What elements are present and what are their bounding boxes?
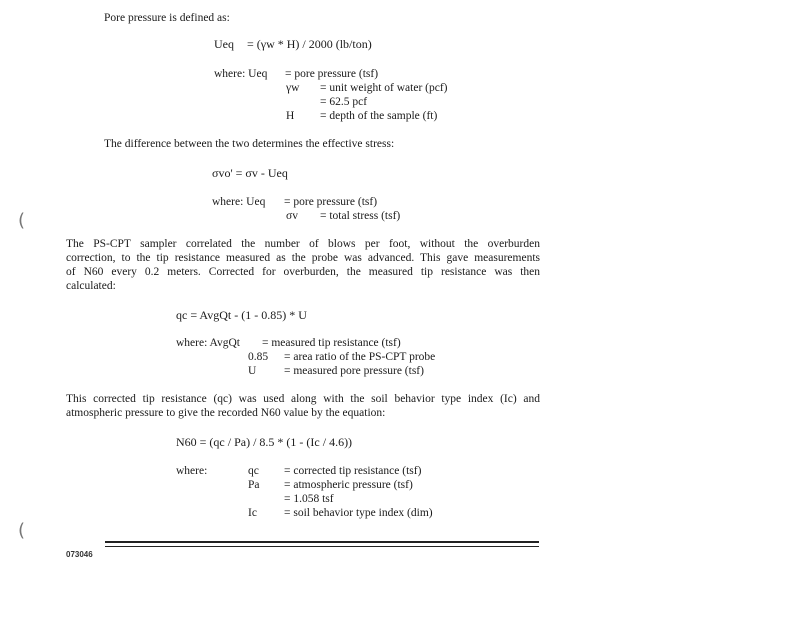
stress-where-term: where: Ueq <box>212 196 266 208</box>
pore-eq-lhs: Ueq <box>214 37 234 51</box>
pore-eq-rhs: = (γw * H) / 2000 (lb/ton) <box>247 37 372 51</box>
n60-where-label: where: <box>176 465 208 477</box>
pore-where-def: = 62.5 pcf <box>320 96 368 108</box>
stress-where-def: = pore pressure (tsf) <box>284 196 378 208</box>
para1-line: correction, to the tip resistance measured as the probe was advanced. This gave measurements <box>66 252 540 264</box>
pore-where-def: = depth of the sample (ft) <box>320 110 438 122</box>
pore-where-term: γw <box>286 82 300 94</box>
para2-line: This corrected tip resistance (qc) was used along with the soil behavior type index (Ic) and <box>66 393 540 405</box>
para1-line: of N60 every 0.2 meters. Corrected for overburden, the measured tip resistance was then <box>66 266 540 278</box>
n60-where-def: = soil behavior type index (dim) <box>284 507 433 519</box>
n60-where-term: qc <box>248 465 259 477</box>
diff-intro: The difference between the two determines the effective stress: <box>104 138 395 150</box>
tip-where-def: = measured pore pressure (tsf) <box>284 365 424 377</box>
stress-where-term: σv <box>286 210 298 222</box>
n60-where-term: Ic <box>248 507 257 519</box>
tip-where-term: where: AvgQt <box>176 337 240 349</box>
n60-where-term: Pa <box>248 479 260 491</box>
tip-where-def: = measured tip resistance (tsf) <box>262 337 401 349</box>
stress-where-def: = total stress (tsf) <box>320 210 401 222</box>
tip-where-def: = area ratio of the PS-CPT probe <box>284 351 436 363</box>
tip-where-term: 0.85 <box>248 351 269 363</box>
stress-eq: σvo' = σv - Ueq <box>212 166 288 180</box>
para1-line: calculated: <box>66 280 116 292</box>
scan-punch-mark: ( <box>18 520 26 541</box>
footer-rule-thick <box>105 541 539 543</box>
para2-line: atmospheric pressure to give the recorded N60 value by the equation: <box>66 407 386 419</box>
footer-rule-thin <box>105 546 539 547</box>
tip-where-term: U <box>248 365 257 377</box>
n60-where-def: = atmospheric pressure (tsf) <box>284 479 413 491</box>
tip-eq: qc = AvgQt - (1 - 0.85) * U <box>176 308 307 322</box>
scan-punch-mark: ( <box>18 210 26 231</box>
pore-where-def: = unit weight of water (pcf) <box>320 82 448 94</box>
pore-where-def: = pore pressure (tsf) <box>285 68 379 80</box>
pore-where-term: where: Ueq <box>214 68 268 80</box>
n60-eq: N60 = (qc / Pa) / 8.5 * (1 - (Ic / 4.6)) <box>176 435 353 449</box>
n60-where-def: = corrected tip resistance (tsf) <box>284 465 422 477</box>
para1-line: The PS-CPT sampler correlated the number of blows per foot, without the overburden <box>66 238 540 250</box>
pore-intro: Pore pressure is defined as: <box>104 12 230 24</box>
n60-where-def: = 1.058 tsf <box>284 493 334 505</box>
page-id: 073046 <box>66 550 93 559</box>
pore-where-term: H <box>286 110 295 122</box>
